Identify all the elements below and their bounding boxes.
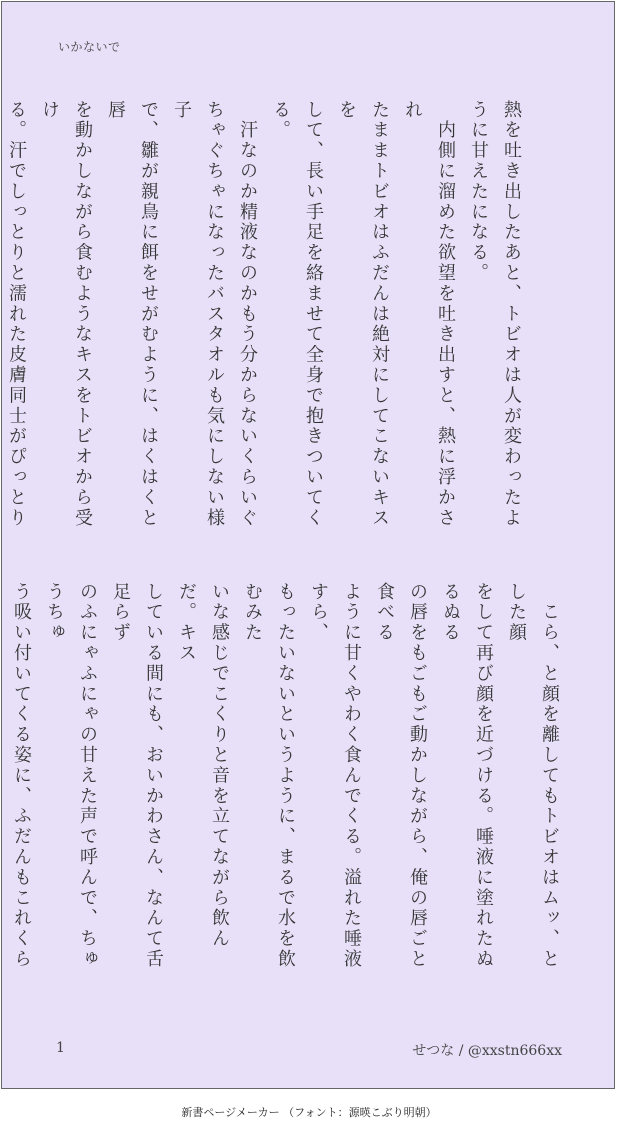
text-column: 熱を吐き出したあと、トビオは人が変わったよ — [501, 100, 522, 529]
text-column: うに甘えたになる。 — [468, 100, 489, 284]
text-column: している間にも、おいかわさん、なんて舌足らず — [110, 582, 164, 970]
book-page — [1, 1, 615, 1089]
text-column: ちゃぐちゃになったバスタオルも気にしない様子 — [171, 100, 225, 529]
text-column: 汗なのか精液なのかもう分からないくらいぐ — [237, 100, 258, 529]
running-title: いかないで — [58, 40, 121, 54]
text-column: をして再び顔を近づける。唾液に塗れたぬるぬる — [440, 582, 494, 970]
top-text-block — [0, 100, 528, 530]
page-number: 1 — [56, 1040, 65, 1056]
text-column: 内側に溜めた欲望を吐き出すと、熱に浮かされ — [402, 100, 456, 529]
text-column: の唇をもごもご動かしながら、俺の唇ごと食べる — [374, 582, 428, 970]
generator-caption: 新書ページメーカー （フォント：源暎こぶり明朝） — [181, 1106, 437, 1119]
text-column: こら、と顔を離してもトビオはムッ、とした顔 — [506, 582, 560, 970]
text-column: る。汗でしっとりと濡れた皮膚同士がぴっとり — [6, 100, 27, 529]
bottom-text-block — [0, 582, 566, 977]
text-column: を動かしながら食むようなキスをトビオから受け — [39, 100, 93, 529]
text-column: もったいないというように、まるで水を飲むみた — [242, 582, 296, 970]
author-credit: せつな / @xxstn666xx — [412, 1043, 562, 1059]
text-column: う吸い付いてくる姿に、ふだんもこれくら — [11, 582, 32, 970]
text-column: いな感じでこくりと音を立てながら飲んだ。キス — [176, 582, 230, 950]
text-column: で、雛が親鳥に餌をせがむように、はくはくと唇 — [105, 100, 159, 529]
text-column: のふにゃふにゃの甘えた声で呼んで、ちゅうちゅ — [44, 582, 98, 970]
text-column: して、長い手足を絡ませて全身で抱きついてくる。 — [270, 100, 324, 529]
text-column: ように甘くやわく食んでくる。溢れた唾液すら、 — [308, 582, 362, 970]
text-column: たままトビオはふだんは絶対にしてこないキスを — [336, 100, 390, 529]
